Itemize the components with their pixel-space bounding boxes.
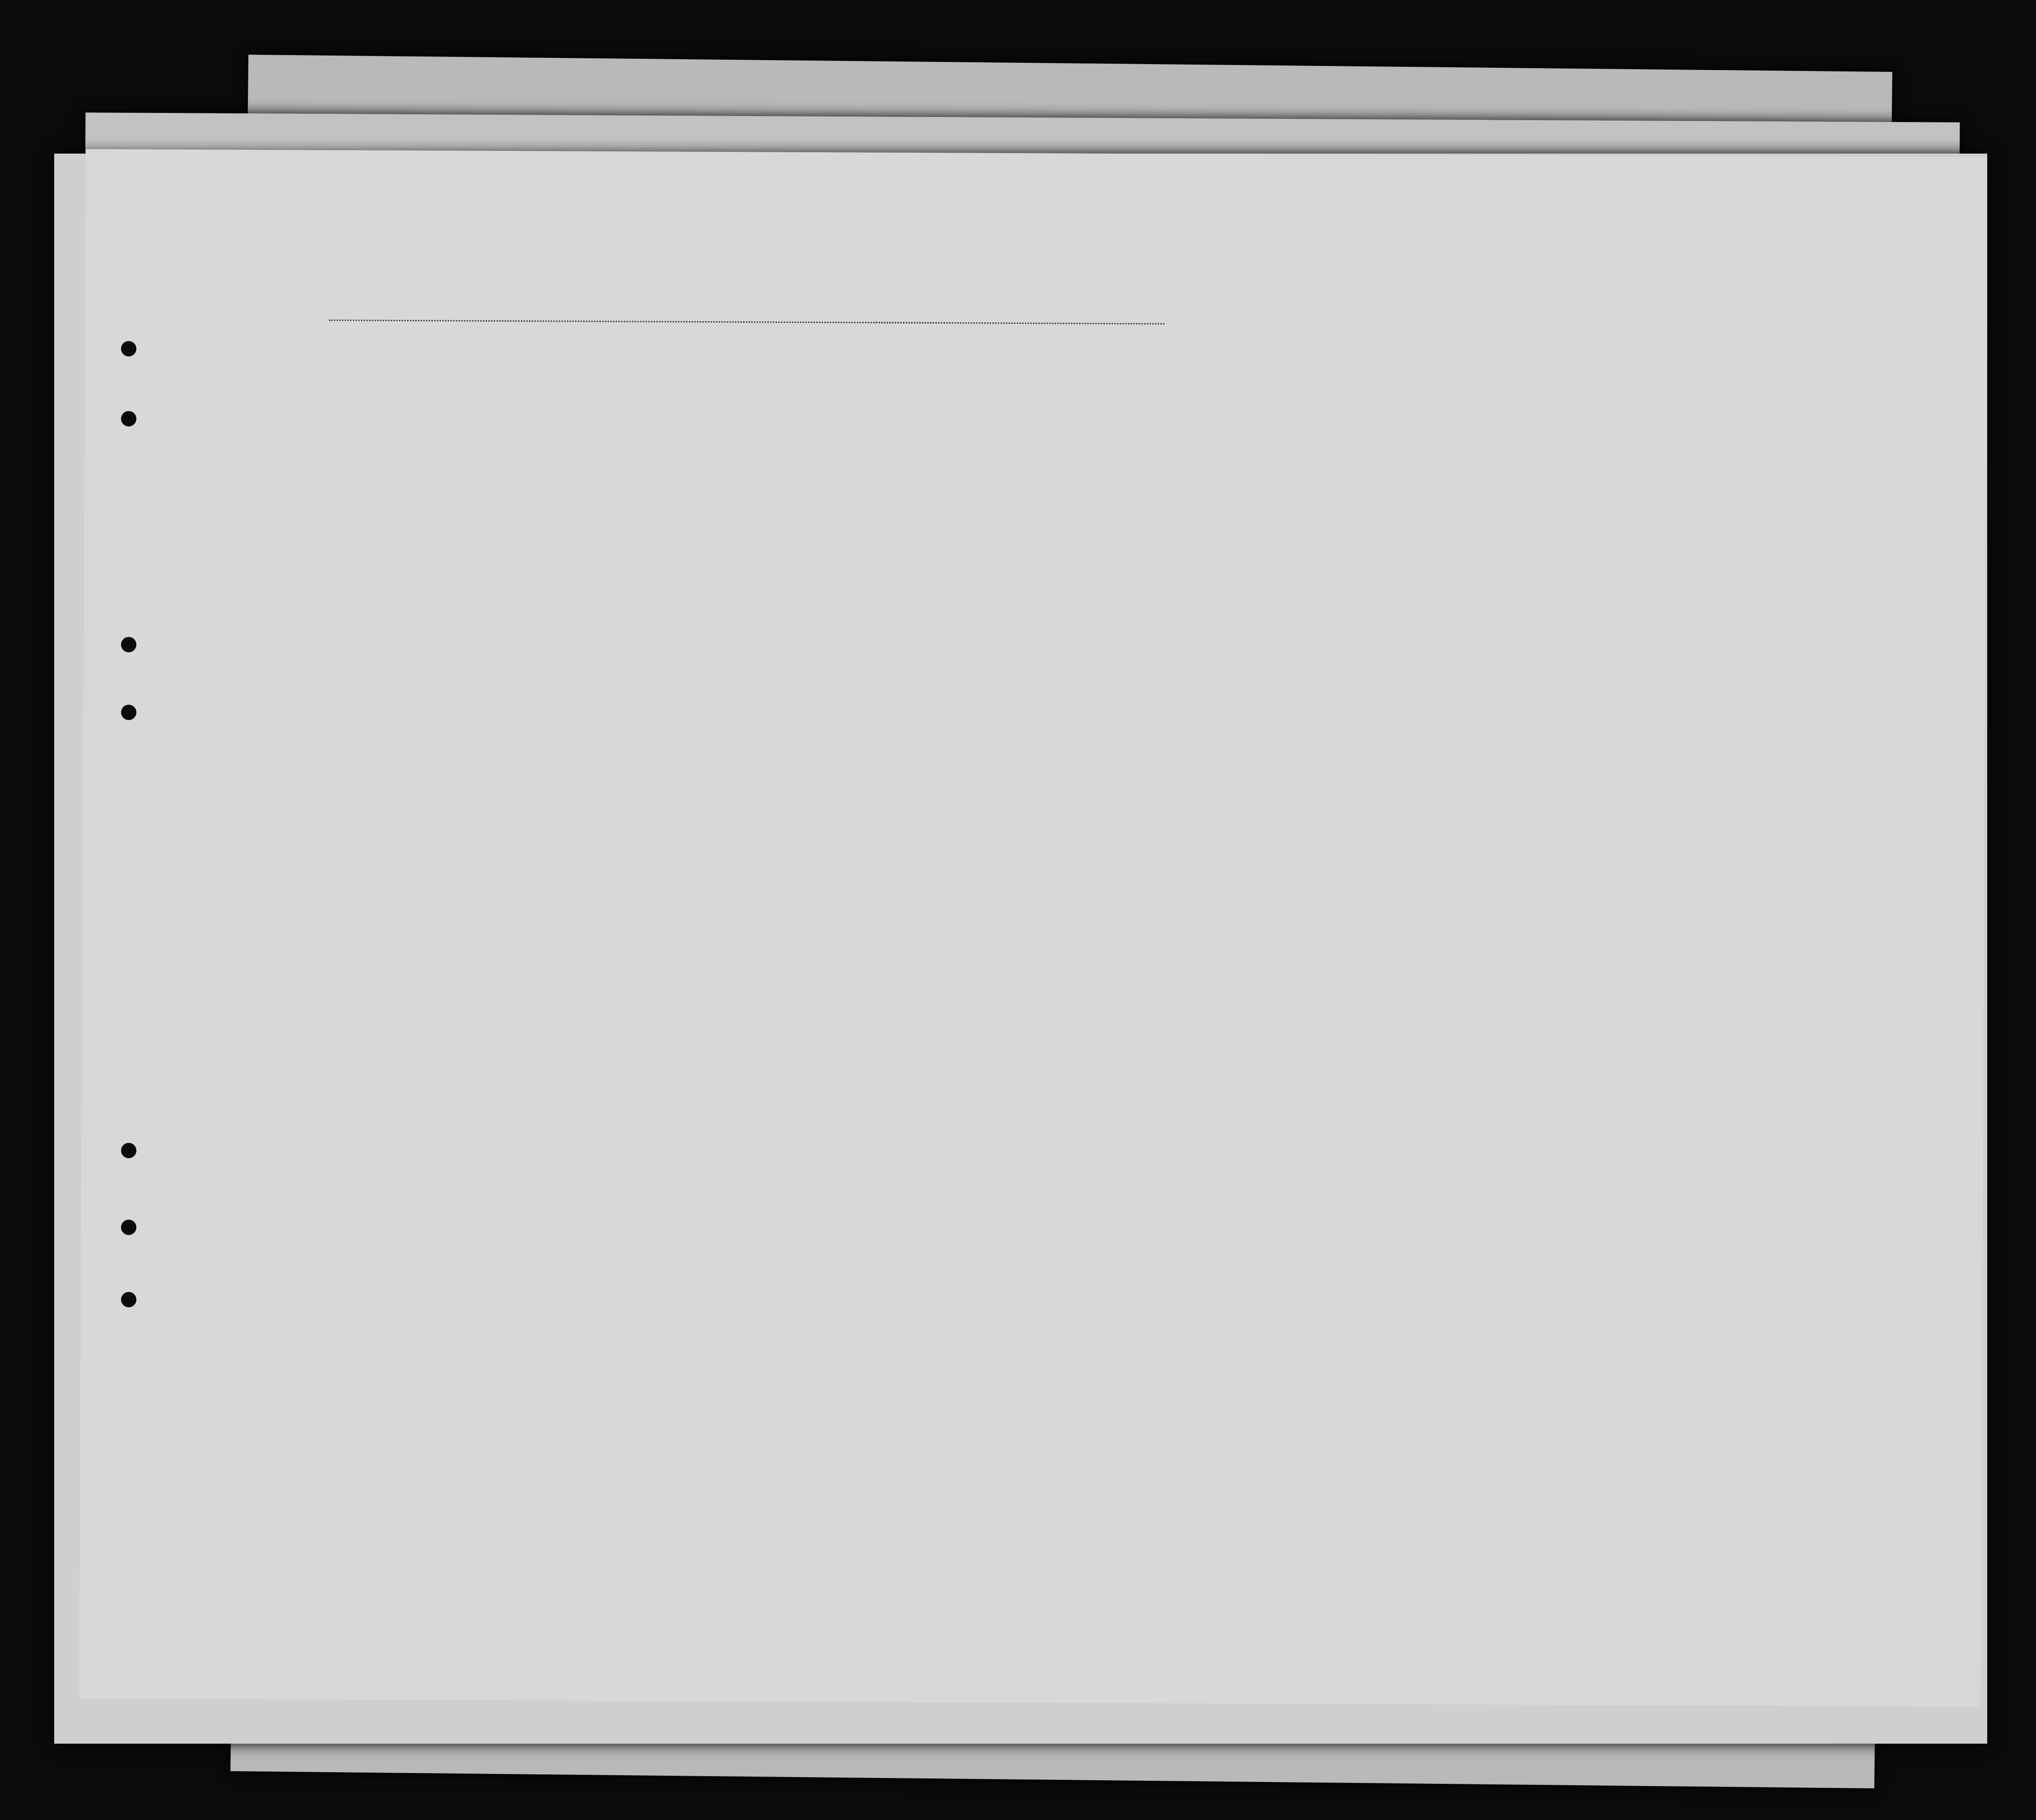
punch-hole [121,705,136,720]
punch-hole [121,637,136,652]
manifest-table [148,335,1955,1553]
punch-hole [121,1292,136,1307]
port-line [329,319,934,323]
manifest-sheet [79,149,1987,1707]
list-note [1391,200,1644,201]
punch-hole [121,341,136,356]
punch-hole [121,411,136,426]
punch-hole [121,1220,136,1235]
date-line [875,322,1164,325]
punch-hole [121,1143,136,1158]
